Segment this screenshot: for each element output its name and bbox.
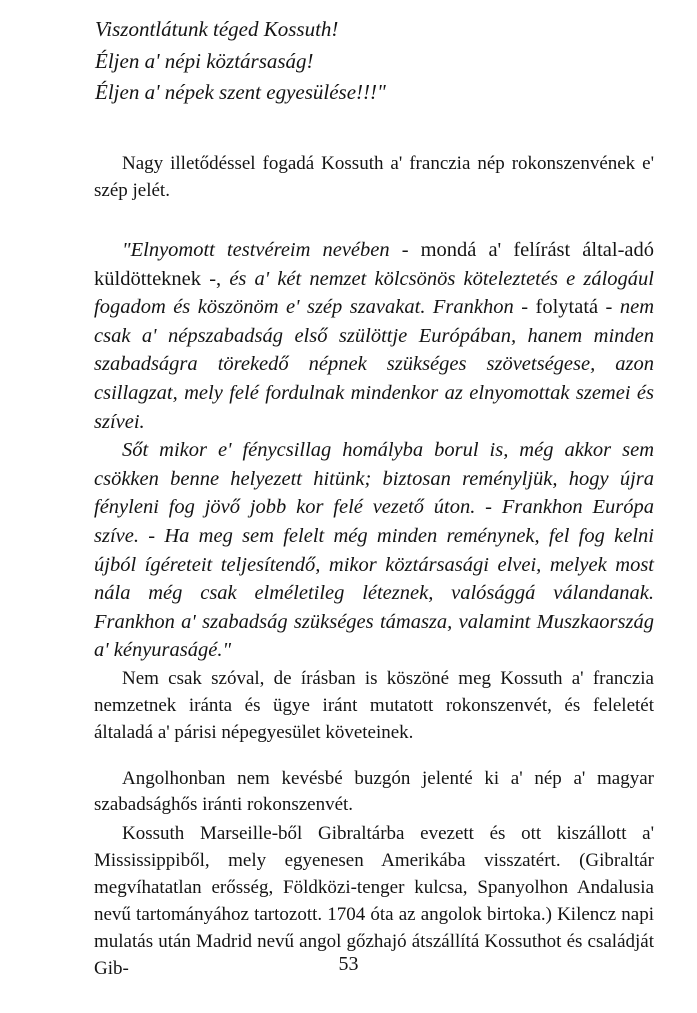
paragraph-written-thanks xyxy=(94,665,654,746)
page-number: 53 xyxy=(338,953,359,975)
quote-part-a: "Elnyomott testvéreim nevében xyxy=(122,239,390,261)
verse-line-1: Viszontlátunk téged Kossuth! xyxy=(95,17,339,41)
verse-block xyxy=(95,14,386,109)
quote-part-f: Sőt mikor e' fénycsillag homályba borul is, még akkor sem csökken benne helyezett hitünk; biztosan reményljük, hogy újra fényleni fog jövő jobb kor felé vezető úton. - Frankhon Európa szíve. - Ha meg sem felelt még minden reménynek, fel fog kelni újból ígéreteit teljesítendő, mikor köztársasági elvei, melyek most nála még csak elméletileg léteznek, valósággá válandanak. Frankhon a' szabadság szükséges támasza, valamint Muszkaország a' kényuraságé." xyxy=(94,439,654,662)
paragraph-gibraltar-text: Kossuth Marseille-ből Gibraltárba evezett és ott kiszállott a' Mississippiből, mely egyenesen Amerikába visszatért. (Gibraltár megvíhatatlan erősség, Földközi-tenger kulcsa, Spanyolhon Andalusia nevű tartományához tartozott. 1704 óta az angolok birtoka.) Kilencz napi mulatás után Madrid nevű angol gőzhajó átszállítá Kossuthot és családját Gib- xyxy=(94,823,654,979)
paragraph-reception-text: Nagy illetődéssel fogadá Kossuth a' franczia nép rokonszenvének e' szép jelét. xyxy=(94,153,654,201)
quote-part-d: folytatá - xyxy=(528,296,620,319)
verse-line-2: Éljen a' népi köztársaság! xyxy=(95,48,314,73)
quote-part-b: - mondá a' felírást által-adó küldötteknek -, xyxy=(94,239,655,290)
quote-speech xyxy=(94,236,654,665)
verse-line-3: Éljen a' népek szent egyesülése!!!" xyxy=(95,80,386,104)
quote-part-c: és a' két nemzet kölcsönös köteleztetés e zálogául fogadom és köszönöm e' szép szavakat. Frankhon - xyxy=(94,267,654,319)
paragraph-reception xyxy=(94,150,654,204)
paragraph-england-text: Angolhonban nem kevésbé buzgón jelenté ki a' nép a' magyar szabadsághős iránti rokonszenvét. xyxy=(94,768,654,815)
paragraph-written-thanks-text: Nem csak szóval, de írásban is köszöné meg Kossuth a' franczia nemzetnek iránta és ügye iránt mutatott rokonszenvét, és feleletét általadá a' párisi népegyesület követeinek. xyxy=(94,668,654,743)
paragraph-england xyxy=(94,766,654,818)
quote-part-e: nem csak a' népszabadság első szülöttje Európában, hanem minden szabadságra törekedő népnek szükséges szövetségese, azon csillagzat, mely felé fordulnak mindenkor az elnyomottak szemei és szívei. xyxy=(94,296,654,433)
